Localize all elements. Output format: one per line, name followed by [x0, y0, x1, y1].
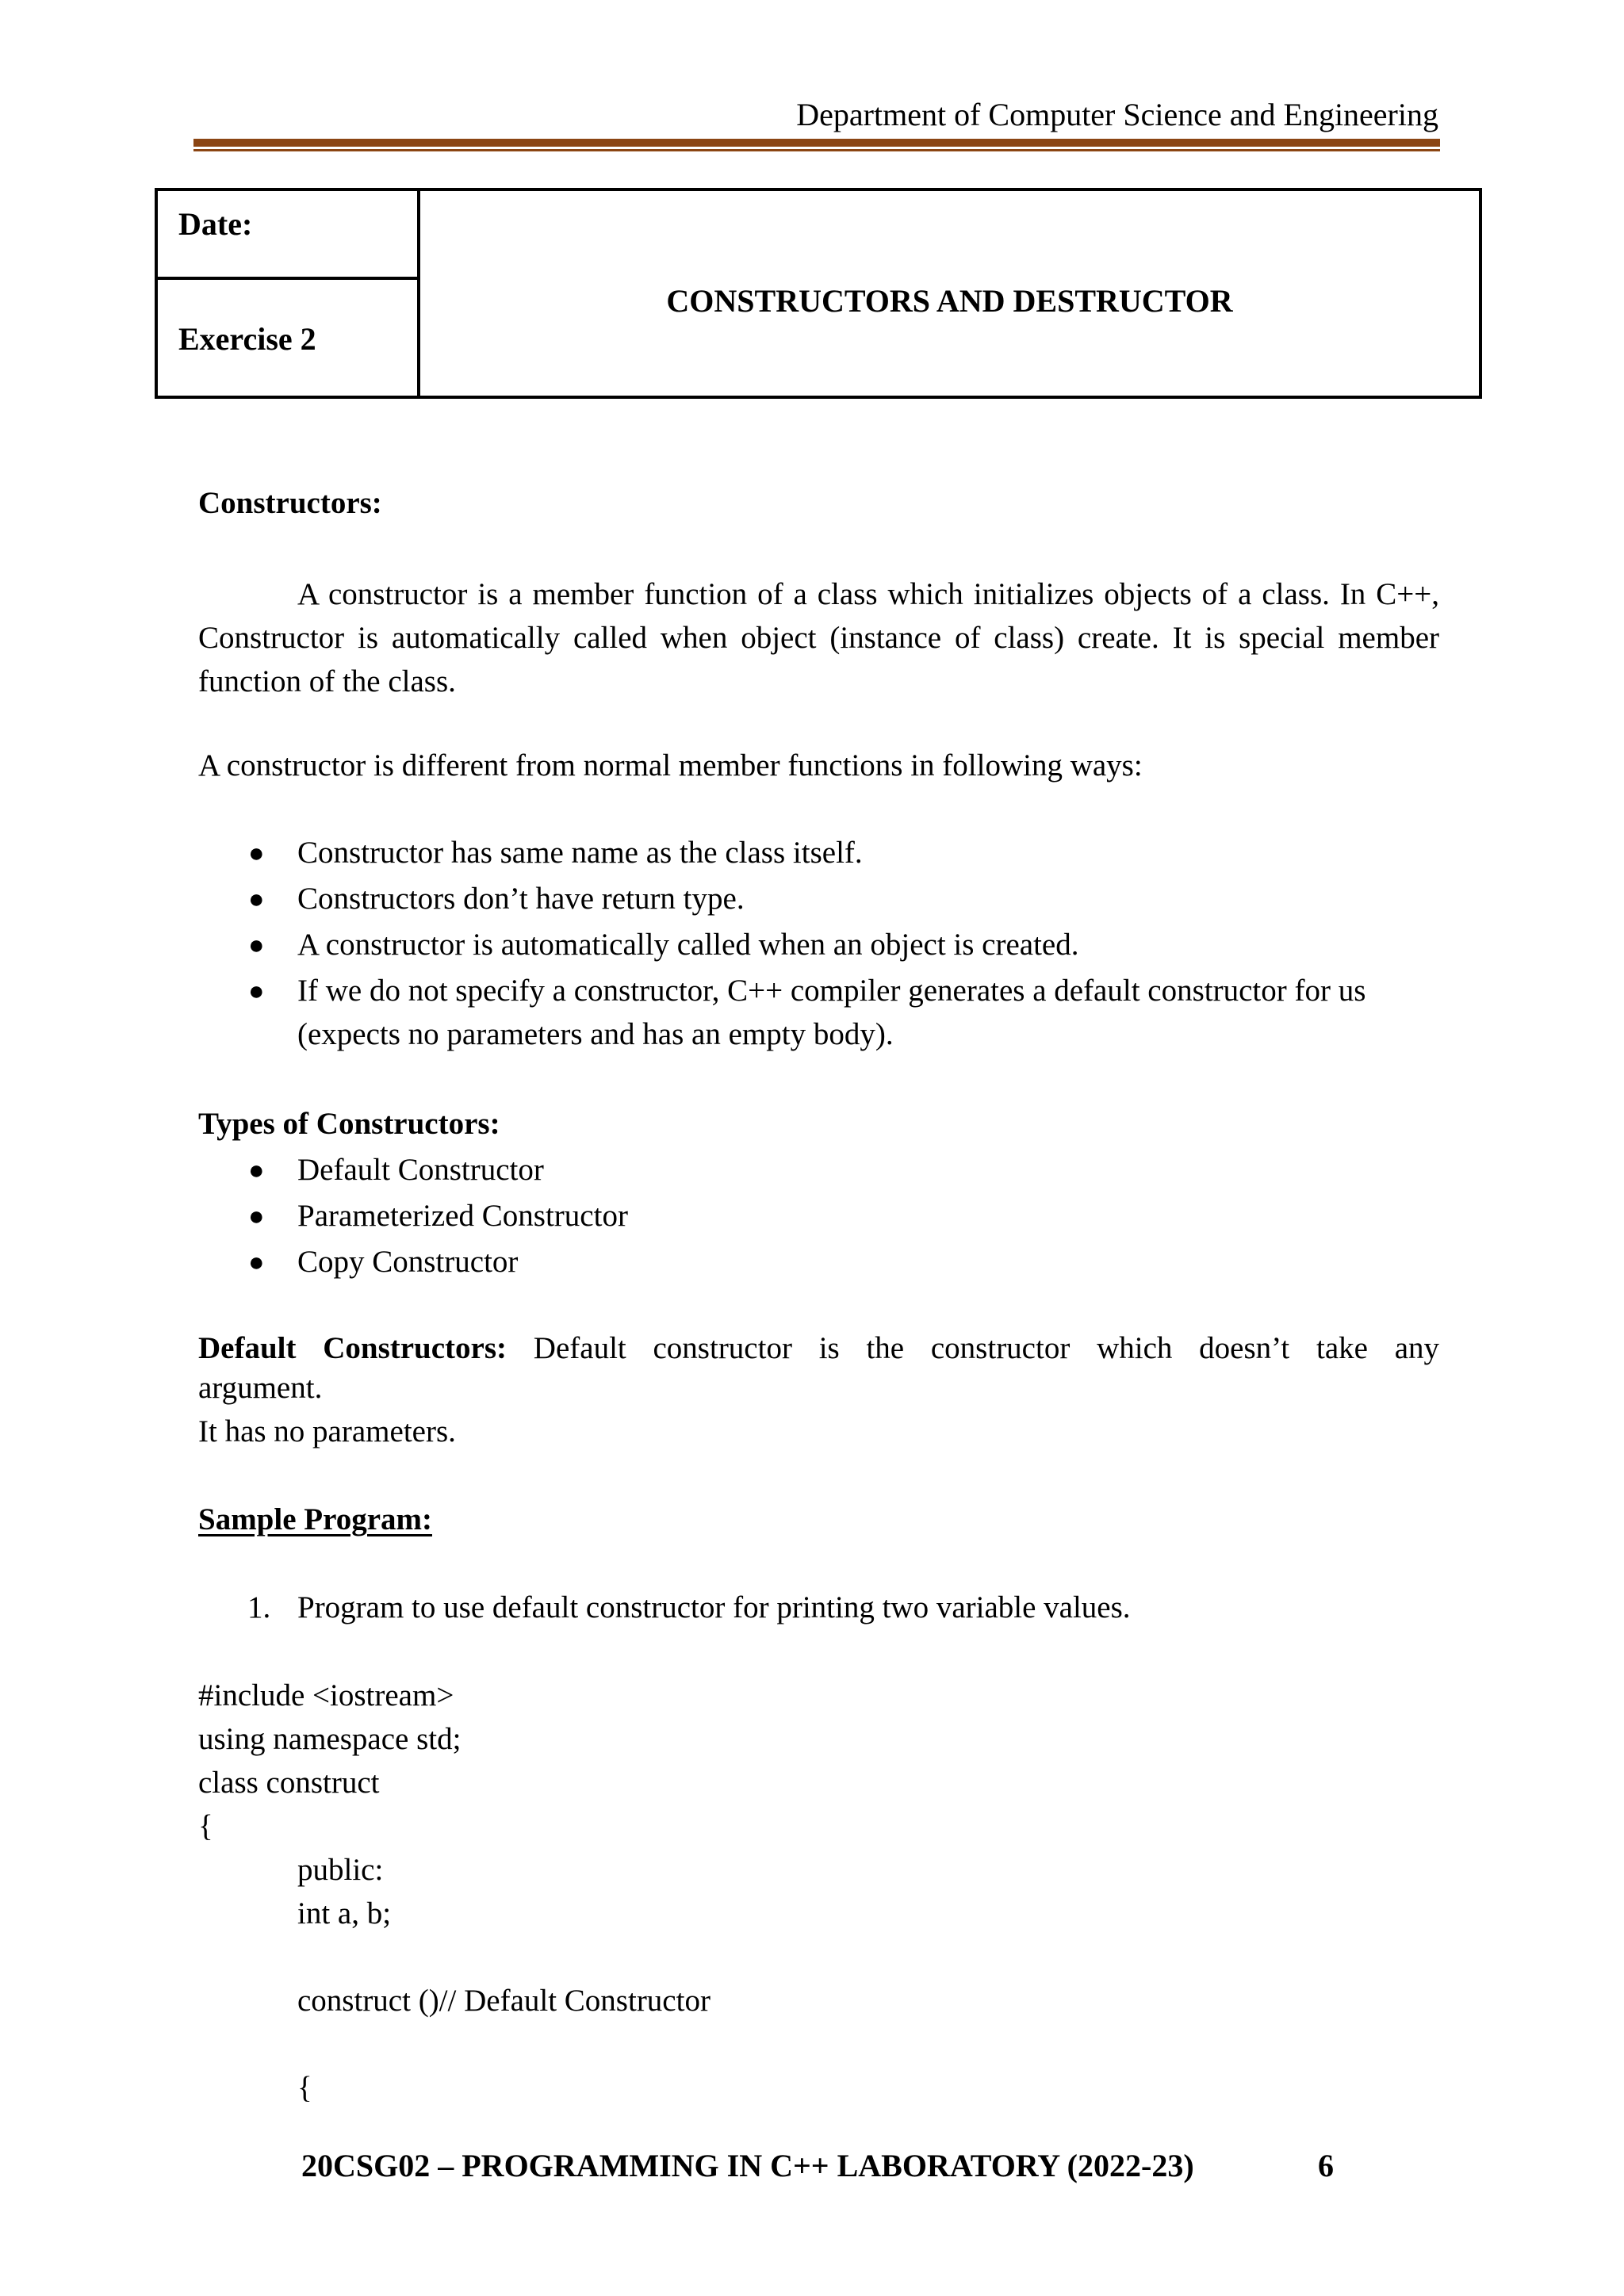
bullet-icon: ●	[248, 885, 265, 914]
list-item: If we do not specify a constructor, C++ compiler generates a default constructor for us	[297, 974, 1366, 1008]
intro-paragraph: A constructor is a member function of a class which initializes objects of a class. In C++, Constructor is automatically called when object (instance of class) create. It is special member function of the class.	[198, 577, 1439, 698]
department-header: Department of Computer Science and Engineering	[796, 97, 1438, 132]
code-line: public:	[297, 1853, 384, 1887]
list-number: 1.	[247, 1590, 271, 1624]
footer-course: 20CSG02 – PROGRAMMING IN C++ LABORATORY (2022-23)	[301, 2148, 1194, 2183]
exercise-title-box	[155, 188, 1482, 399]
code-line: class construct	[198, 1766, 380, 1800]
default-constructors-text: Default constructor is the constructor which doesn’t take any	[533, 1331, 1440, 1365]
bullet-icon: ●	[248, 1202, 265, 1231]
exercise-label: Exercise 2	[178, 321, 316, 357]
list-item: A constructor is automatically called when an object is created.	[297, 928, 1079, 962]
default-constructors-text-cont: argument.	[198, 1371, 323, 1405]
list-item: Parameterized Constructor	[297, 1199, 628, 1233]
table-divider-horizontal	[158, 277, 417, 280]
code-line: #include <iostream>	[198, 1678, 454, 1712]
sample-program-heading	[198, 1502, 432, 1539]
bullet-icon: ●	[248, 1156, 265, 1185]
difference-intro: A constructor is different from normal member functions in following ways:	[198, 748, 1143, 783]
bullet-icon: ●	[248, 977, 265, 1006]
types-heading: Types of Constructors:	[198, 1107, 500, 1141]
header-rule	[193, 139, 1440, 147]
list-item: Constructor has same name as the class itself.	[297, 836, 863, 870]
list-item: Default Constructor	[297, 1153, 544, 1187]
code-line: using namespace std;	[198, 1722, 462, 1756]
header-rule-thin	[193, 149, 1440, 151]
page-title: CONSTRUCTORS AND DESTRUCTOR	[666, 283, 1233, 319]
bullet-icon: ●	[248, 839, 265, 868]
default-constructors-note: It has no parameters.	[198, 1414, 456, 1448]
list-item: Copy Constructor	[297, 1245, 519, 1279]
sample-program-heading-text: Sample Program:	[198, 1502, 432, 1536]
default-constructors-paragraph	[198, 1326, 1439, 1370]
code-line: {	[198, 1809, 213, 1843]
page-number: 6	[1318, 2148, 1334, 2183]
bullet-icon: ●	[248, 931, 265, 960]
list-item: Constructors don’t have return type.	[297, 882, 745, 916]
code-line: construct ()// Default Constructor	[297, 1984, 710, 2018]
date-label: Date:	[178, 206, 253, 242]
constructors-heading: Constructors:	[198, 486, 382, 520]
code-line: int a, b;	[297, 1896, 392, 1931]
code-line: {	[297, 2071, 312, 2105]
default-constructors-label: Default Constructors:	[198, 1331, 508, 1365]
sample-program-description: Program to use default constructor for printing two variable values.	[297, 1590, 1131, 1624]
list-item-continuation: (expects no parameters and has an empty body).	[297, 1017, 894, 1051]
bullet-icon: ●	[248, 1248, 265, 1277]
